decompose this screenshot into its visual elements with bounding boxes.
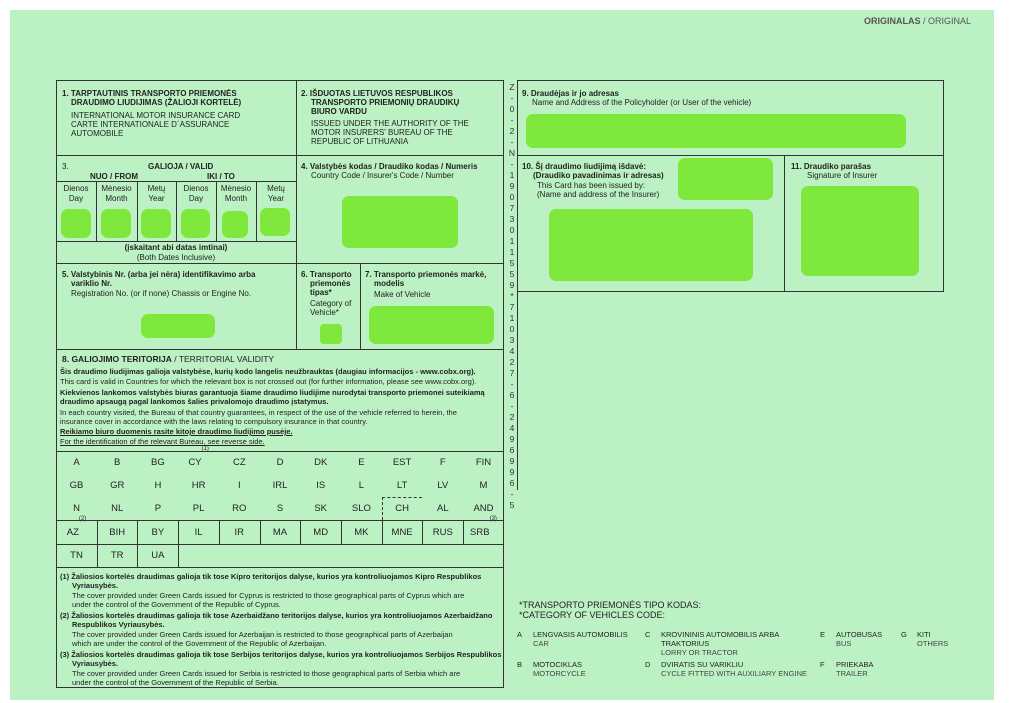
redaction-year-from (141, 209, 171, 238)
vehicle-label-en: LORRY OR TRACTOR (661, 648, 738, 657)
field8-p2-lt-1: Kiekvienos lankomos valstybės biuras garantuoja šiame draudimo liudijime nurodytai transporto priemonei suteikiamą (60, 388, 485, 397)
inclusive-en: (Both Dates Inclusive) (136, 253, 216, 262)
country-sk: SK (314, 503, 328, 515)
field11-lt: 11. Draudiko parašas (791, 162, 872, 171)
col-day-from: Dienos Day (63, 184, 89, 203)
side-number-char: 5 (509, 269, 515, 279)
country-ma: MA (272, 526, 288, 538)
note3-en-1: The cover provided under Green Cards issued for Serbia is restricted to those geographical parts of Serbia which are (72, 669, 461, 678)
field10-lt-2: (Draudiko pavadinimas ir adresas) (533, 171, 664, 180)
side-number-char: 2 (509, 126, 515, 136)
vehicle-label-lt: LENGVASIS AUTOMOBILIS (533, 630, 628, 639)
field2-lt-1: 2. IŠDUOTAS LIETUVOS RESPUBLIKOS (301, 89, 453, 98)
field1-title: 1. TARPTAUTINIS TRANSPORTO PRIEMONĖS (62, 89, 237, 98)
country-d: D (276, 457, 284, 468)
side-number-char: - (510, 93, 514, 103)
vehicle-label-en: CAR (533, 639, 549, 648)
note1-lt-1: (1) Žaliosios kortelės draudimas galioja tik tose Kipro teritorijos dalyse, kurios yra kontroliuojamos Kipro Respublikos (60, 572, 482, 581)
country-s: S (276, 503, 284, 515)
country-l: L (358, 480, 365, 492)
side-number-char: - (510, 159, 514, 169)
inclusive-lt: (įskaitant abi datas imtinai) (124, 243, 228, 252)
field7-en: Make of Vehicle (374, 290, 431, 299)
field8-p3-lt: Reikiamo biuro duomenis rasite kitoje draudimo liudijimo pusėje. (60, 427, 293, 436)
country-pl: PL (192, 503, 205, 515)
col-day-to: Dienos Day (183, 184, 209, 203)
field4-en: Country Code / Insurer's Code / Number (311, 171, 454, 180)
vehicle-code-c: C (645, 630, 651, 639)
country-slo: SLO (351, 503, 371, 515)
field11-en: Signature of Insurer (807, 171, 878, 180)
country-ch: CH (395, 503, 409, 515)
country-rus: RUS (432, 526, 453, 538)
field1-en-1: INTERNATIONAL MOTOR INSURANCE CARD (71, 111, 241, 120)
side-number-char: 0 (509, 225, 515, 235)
side-number-char: 7 (509, 203, 515, 213)
note1-en-2: under the control of the Government of the Republic of Cyprus. (72, 600, 281, 609)
side-number-char: 0 (509, 192, 515, 202)
country-and: AND (473, 503, 494, 515)
field5-lt-2: variklio Nr. (71, 279, 112, 288)
country-f: F (439, 457, 446, 468)
vehicle-label-en: BUS (836, 639, 852, 648)
note3-en-2: under the control of the Government of the Republic of Serbia. (72, 678, 279, 687)
note2-lt-1: (2) Žaliosios kortelės draudimas galioja tik tose Azerbaidžano teritorijos dalyse, kurios yra kontroliuojamos Azerbaidžano (60, 611, 493, 620)
side-number-char: 4 (509, 346, 515, 356)
note3-lt-2: Vyriausybės. (72, 659, 118, 668)
field6-lt-1: 6. Transporto (301, 270, 352, 279)
country-h: H (154, 480, 162, 492)
country-by: BY (151, 526, 165, 538)
side-number-char: 3 (509, 214, 515, 224)
vehicle-label-en: TRAILER (836, 669, 868, 678)
redaction-field4 (342, 196, 458, 248)
field2-en-3: REPUBLIC OF LITHUANIA (311, 137, 409, 146)
original-label: ORIGINALAS / ORIGINAL (864, 16, 972, 26)
vehicle-codes-title-en: *CATEGORY OF VEHICLES CODE: (519, 610, 666, 620)
side-number-char: 9 (509, 181, 515, 191)
country-lv: LV (437, 480, 449, 492)
note2-en-2: which are under the control of the Government of the Republic of Azerbaijan. (72, 639, 327, 648)
field9-en: Name and Address of the Policyholder (or User of the vehicle) (532, 98, 752, 107)
redaction-month-to (222, 211, 248, 238)
country-mk: MK (354, 526, 369, 538)
field3-to: IKI / TO (207, 172, 235, 181)
vehicle-code-e: E (820, 630, 826, 639)
vehicle-label-en: OTHERS (917, 639, 949, 648)
field6-en-1: Category of (310, 299, 352, 308)
field7-lt-2: modelis (374, 279, 405, 288)
side-number-char: N (508, 148, 516, 158)
country-nl: NL (111, 503, 124, 515)
country-is: IS (316, 480, 326, 492)
side-number-char: - (510, 137, 514, 147)
field8-p1-lt: Šis draudimo liudijimas galioja valstybėse, kurių kodo langelis neužbrauktas (daugiau informacijos - www.cobx.org). (60, 367, 476, 376)
side-number-char: 9 (509, 456, 515, 466)
side-number-char: - (510, 115, 514, 125)
side-number-char: 4 (509, 423, 515, 433)
vehicle-label-lt: AUTOBUSAS (836, 630, 883, 639)
redaction-field10-b (549, 209, 753, 281)
field8-p3-en: For the identification of the relevant Bureau, see reverse side. (60, 437, 265, 446)
field3-num: 3. (62, 162, 69, 171)
vehicle-label-en: MOTORCYCLE (533, 669, 586, 678)
side-number-char: 1 (509, 247, 515, 257)
note3-lt-1: (3) Žaliosios kortelės draudimas galioja tik tose Serbijos teritorijos dalyse, kurios yra kontroliuojamos Serbijos Respublikos (60, 650, 502, 659)
field6-en-2: Vehicle* (310, 308, 339, 317)
field10-en-1: This Card has been issued by: (537, 181, 646, 190)
country-cz: CZ (232, 457, 246, 468)
country-irl: IRL (272, 480, 288, 492)
vehicle-label-en: CYCLE FITTED WITH AUXILIARY ENGINE (661, 669, 808, 678)
field8-title: 8. GALIOJIMO TERITORIJA / TERRITORIAL VALIDITY (62, 354, 275, 364)
col-year-to: Metų Year (267, 184, 285, 203)
redaction-day-from (61, 209, 91, 238)
country-e: E (358, 457, 365, 468)
col-year-from: Metų Year (147, 184, 166, 203)
side-number-char: 0 (509, 104, 515, 114)
country-dk: DK (314, 457, 328, 468)
side-number-char: 5 (509, 500, 515, 510)
country-md: MD (313, 526, 329, 538)
country-p: P (154, 503, 162, 515)
side-number-char: 1 (509, 170, 515, 180)
note2-en-1: The cover provided under Green Cards issued for Azerbaijan is restricted to those geographical parts of Azerbaijan (72, 630, 453, 639)
side-number-char: 9 (509, 434, 515, 444)
redaction-month-from (101, 209, 131, 238)
field10-lt-1: 10. Šį draudimo liudijimą išdavė: (522, 162, 647, 171)
vehicle-code-f: F (820, 660, 825, 669)
field7-lt-1: 7. Transporto priemonės markė, (365, 270, 487, 279)
side-number-char: 2 (509, 412, 515, 422)
field6-lt-2: priemonės (310, 279, 351, 288)
redaction-signature (801, 186, 919, 276)
field10-en-2: (Name and address of the Insurer) (537, 190, 660, 199)
side-number-char: 1 (509, 313, 515, 323)
field5-en: Registration No. (or if none) Chassis or Engine No. (71, 289, 252, 298)
vehicle-label-lt: KROVININIS AUTOMOBILIS ARBA (661, 630, 780, 639)
country-ua: UA (151, 549, 165, 561)
side-number-char: 2 (509, 357, 515, 367)
side-number-char: 0 (509, 324, 515, 334)
redaction-field9 (526, 114, 906, 148)
vehicle-code-g: G (901, 630, 907, 639)
col-month-to: Mėnesio Month (220, 184, 252, 203)
vehicle-label-lt: PRIEKABA (836, 660, 874, 669)
country-b: B (114, 457, 121, 468)
note1-lt-2: Vyriausybės. (72, 581, 118, 590)
side-number-char: 6 (509, 390, 515, 400)
side-number-char: 1 (509, 236, 515, 246)
side-number-char: 7 (509, 302, 515, 312)
col-month-from: Mėnesio Month (101, 184, 132, 203)
redaction-field5 (141, 314, 215, 338)
country-bg: BG (151, 457, 165, 468)
country-est: EST (392, 457, 412, 468)
field2-lt-2: TRANSPORTO PRIEMONIŲ DRAUDIKŲ (311, 98, 460, 107)
country-mne: MNE (391, 526, 413, 538)
redaction-year-to (260, 208, 290, 236)
vehicle-code-d: D (645, 660, 651, 669)
redaction-field7 (369, 306, 494, 344)
field4-lt: 4. Valstybės kodas / Draudiko kodas / Numeris (301, 162, 478, 171)
country-lt: LT (396, 480, 408, 492)
field5-lt-1: 5. Valstybinis Nr. (arba jei nėra) identifikavimo arba (62, 270, 256, 279)
country-cy: CY$^{(1)}$ (188, 446, 209, 468)
country-tr: TR (110, 549, 124, 561)
field8-p2-lt-2: draudimo apsaugą pagal lankomos šalies privalomojo draudimo įstatymus. (60, 397, 329, 406)
side-number-char: - (510, 379, 514, 389)
country-gb: GB (69, 480, 84, 492)
vehicle-label-lt: KITI (917, 630, 931, 639)
note1-en-1: The cover provided under Green Cards issued for Cyprus is restricted to those geographical parts of Cyprus which are (72, 591, 465, 600)
country-al: AL (436, 503, 449, 515)
field2-lt-3: BIURO VARDU (311, 107, 367, 116)
country-gr: GR (110, 480, 125, 492)
field1-en-3: AUTOMOBILE (71, 129, 124, 138)
side-number-char: 9 (509, 280, 515, 290)
country-fin: FIN (475, 457, 492, 468)
field8-p2-en-2: insurance cover in accordance with the laws relating to compulsory insurance in that country. (60, 417, 368, 426)
country-bih: BIH (109, 526, 126, 538)
field6-lt-3: tipas* (310, 288, 332, 297)
vehicle-code-b: B (517, 660, 523, 669)
field9-lt: 9. Draudėjas ir jo adresas (522, 89, 619, 98)
field2-en-2: MOTOR INSURERS' BUREAU OF THE (311, 128, 453, 137)
field8-p2-en-1: In each country visited, the Bureau of that country guarantees, in respect of the use of the vehicle referred to herein, the (60, 408, 457, 417)
field8-p1-en: This card is valid in Countries for which the relevant box is not crossed out (for further information, please see www.cobx.org). (60, 377, 477, 386)
country-tn: TN (70, 549, 83, 561)
redaction-day-to (181, 209, 210, 238)
country-ir: IR (234, 526, 245, 538)
country-n: N (73, 503, 80, 515)
country-a: A (73, 457, 80, 468)
field1-en-2: CARTE INTERNATIONALE D´ASSURANCE (71, 120, 230, 129)
field2-en-1: ISSUED UNDER THE AUTHORITY OF THE (311, 119, 469, 128)
side-number-char: 5 (509, 258, 515, 268)
country-i: I (237, 480, 241, 492)
side-number-char: 6 (509, 478, 515, 488)
side-number-char: 7 (509, 368, 515, 378)
country-il: IL (194, 526, 203, 538)
side-number-char: - (510, 401, 514, 411)
side-number-char: Z (509, 82, 515, 92)
vehicle-label-lt: DVIRATIS SU VARIKLIU (661, 660, 744, 669)
field3-from: NUO / FROM (90, 172, 138, 181)
country-ro: RO (232, 503, 247, 515)
field1-title-2: DRAUDIMO LIUDIJIMAS (ŽALIOJI KORTELĖ) (71, 98, 242, 107)
note2-lt-2: Respublikos Vyriausybės. (72, 620, 165, 629)
side-number-char: 9 (509, 467, 515, 477)
vehicle-code-a: A (517, 630, 523, 639)
field3-valid: GALIOJA / VALID (148, 162, 214, 171)
country-srb: SRB$^{(3)}$ (470, 515, 497, 538)
redaction-field10-a (678, 158, 773, 200)
vehicle-label-lt2: TRAKTORIUS (661, 639, 710, 648)
side-number-char: 3 (509, 335, 515, 345)
side-number-char: - (510, 489, 514, 499)
country-m: M (479, 480, 488, 492)
side-number-char: * (510, 291, 514, 301)
country-hr: HR (191, 480, 206, 492)
side-number-char: 6 (509, 445, 515, 455)
country-az: AZ$^{(2)}$ (66, 515, 87, 538)
redaction-field6 (320, 324, 342, 344)
vehicle-label-lt: MOTOCIKLAS (533, 660, 583, 669)
vehicle-codes-title-lt: *TRANSPORTO PRIEMONĖS TIPO KODAS: (519, 600, 702, 610)
